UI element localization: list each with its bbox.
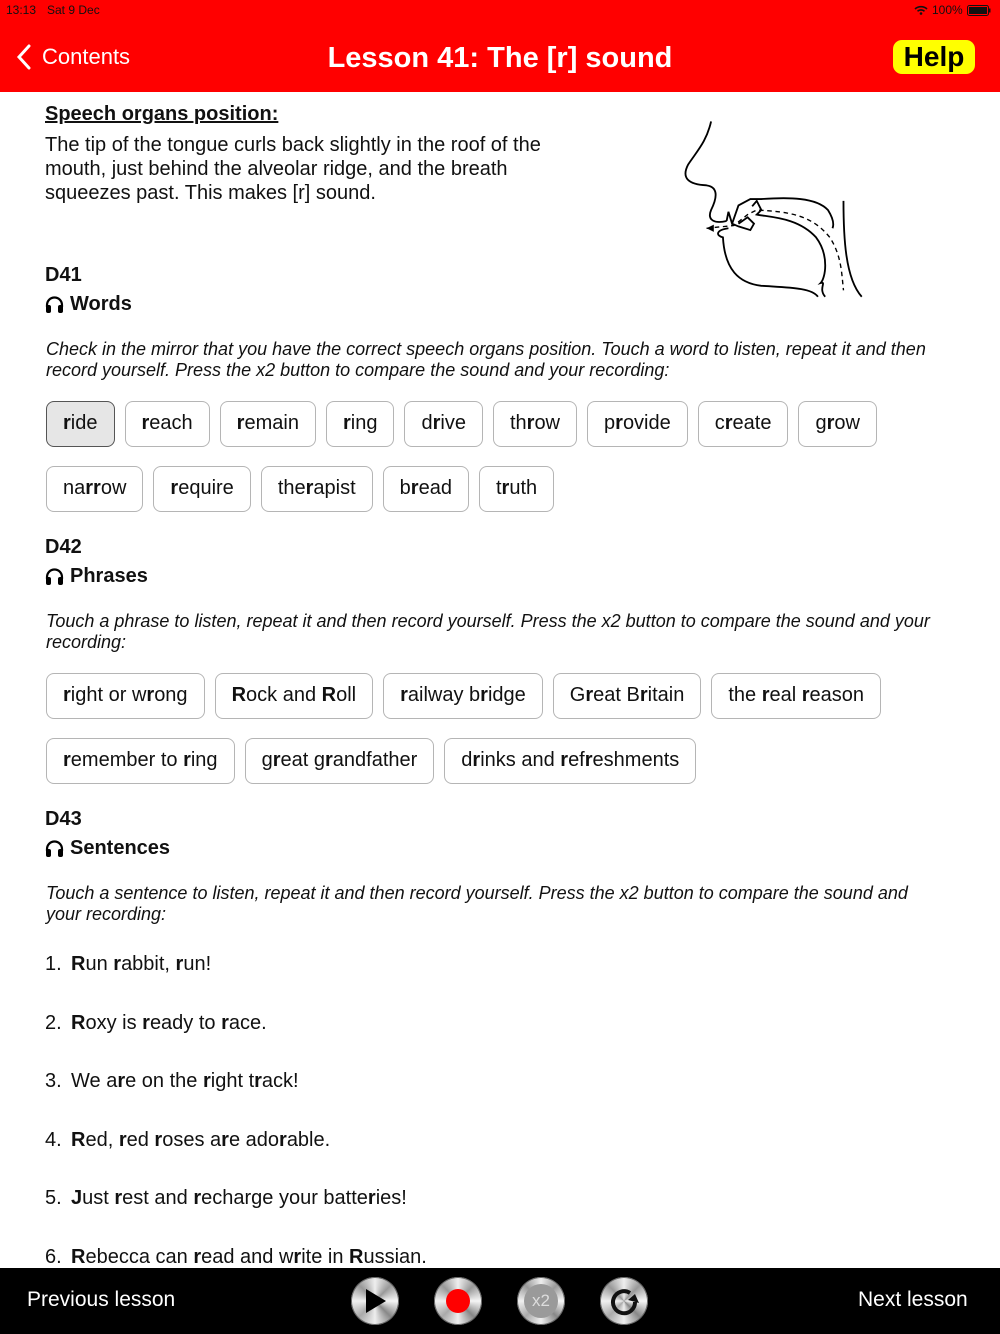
highlighted-letter: r: [221, 1011, 229, 1034]
text-segment: ock and: [246, 684, 322, 706]
help-button[interactable]: Help: [893, 40, 975, 74]
sentences-instruction: Touch a sentence to listen, repeat it and then record yourself. Press the x2 button to compare the sound and your recording:: [46, 883, 908, 924]
play-button[interactable]: [351, 1277, 399, 1325]
x2-label: x2: [524, 1284, 558, 1318]
text-segment: t: [495, 477, 502, 499]
sentence-item[interactable]: [45, 1129, 330, 1152]
highlighted-letter: r: [183, 749, 191, 771]
highlighted-letter: r: [367, 1187, 376, 1210]
highlighted-letter: r: [114, 1187, 123, 1210]
previous-lesson-button[interactable]: Previous lesson: [27, 1288, 176, 1311]
highlighted-letter: r: [202, 1070, 211, 1093]
word-chip[interactable]: [698, 401, 789, 447]
sentence-number: 5.: [45, 1187, 62, 1210]
text-segment: ef: [568, 749, 585, 771]
highlighted-letter: r: [272, 749, 281, 771]
text-segment: the: [277, 477, 306, 499]
highlighted-letter: r: [472, 749, 481, 771]
text-segment: g: [815, 412, 827, 434]
speech-organs-diagram: [670, 110, 880, 310]
sentence-item[interactable]: [45, 1187, 407, 1210]
text-segment: ow: [834, 412, 860, 434]
word-chips: [46, 401, 946, 512]
text-segment: eal: [769, 684, 802, 706]
phrases-code: D42: [45, 536, 82, 558]
sentence-number: 6.: [45, 1246, 62, 1268]
word-chip[interactable]: [46, 466, 143, 512]
text-segment: g: [261, 749, 273, 771]
phrase-chip[interactable]: [46, 673, 205, 719]
word-chip[interactable]: [46, 401, 115, 447]
word-chip[interactable]: [404, 401, 483, 447]
text-segment: na: [63, 477, 86, 499]
highlighted-letter: r: [501, 477, 510, 499]
sentences-section-title: [45, 837, 170, 860]
text-segment: apist: [313, 477, 356, 499]
text-segment: ovide: [622, 412, 671, 434]
text-segment: ace.: [228, 1011, 267, 1034]
word-chip[interactable]: [153, 466, 250, 512]
highlighted-letter: r: [63, 749, 71, 771]
text-segment: p: [604, 412, 616, 434]
highlighted-letter: rr: [85, 477, 101, 499]
text-segment: ide: [70, 412, 98, 434]
headphones-icon: [45, 296, 64, 314]
compare-x2-button[interactable]: [517, 1277, 565, 1325]
highlighted-letter: r: [560, 749, 569, 771]
highlighted-letter: r: [63, 412, 71, 434]
text-segment: ong: [154, 684, 188, 706]
words-section-title: [45, 293, 132, 316]
status-right: [914, 3, 991, 17]
text-segment: ow: [100, 477, 127, 499]
words-instruction: Check in the mirror that you have the correct speech organs position. Touch a word to listen, repeat it and then record yourself. Press the x2 button to compare the sound and your recording:: [46, 339, 926, 380]
highlighted-letter: R: [71, 953, 86, 975]
intro-text: The tip of the tongue curls back slightly in the roof of the mouth, just behind the alveolar ridge, and the breath squeezes past. This makes [r] sound.: [45, 134, 541, 204]
highlighted-letter: J: [71, 1187, 83, 1210]
sentence-number: 3.: [45, 1070, 62, 1093]
highlighted-letter: r: [305, 477, 314, 499]
phrase-chip[interactable]: [553, 673, 702, 719]
battery-percent: 100%: [932, 3, 963, 17]
text-segment: ies!: [375, 1187, 407, 1210]
highlighted-letter: r: [254, 1070, 262, 1093]
text-segment: ing: [190, 749, 218, 771]
sentence-item[interactable]: [45, 1012, 267, 1035]
highlighted-letter: r: [400, 684, 408, 706]
highlighted-letter: r: [193, 1246, 202, 1268]
highlighted-letter: r: [279, 1128, 287, 1151]
next-lesson-button[interactable]: Next lesson: [858, 1288, 968, 1311]
words-code: D41: [45, 264, 82, 286]
highlighted-letter: r: [480, 684, 488, 706]
text-segment: emember to: [70, 749, 184, 771]
replay-button[interactable]: [600, 1277, 648, 1325]
text-segment: ight or w: [70, 684, 147, 706]
text-segment: uth: [509, 477, 538, 499]
highlighted-letter: r: [154, 1128, 163, 1151]
text-segment: idge: [487, 684, 526, 706]
text-segment: eady to: [149, 1011, 222, 1034]
highlighted-letter: r: [113, 953, 122, 975]
highlighted-letter: r: [63, 684, 71, 706]
highlighted-letter: r: [175, 953, 184, 975]
word-chip[interactable]: [798, 401, 877, 447]
text-segment: ed: [126, 1128, 155, 1151]
highlighted-letter: r: [526, 412, 535, 434]
text-segment: un: [85, 953, 114, 975]
word-chip[interactable]: [125, 401, 210, 447]
text-segment: un!: [183, 953, 212, 975]
text-segment: ust: [82, 1187, 115, 1210]
highlighted-letter: r: [826, 412, 835, 434]
highlighted-letter: r: [615, 412, 623, 434]
text-segment: b: [399, 477, 411, 499]
text-segment: th: [509, 412, 527, 434]
text-segment: eason: [809, 684, 865, 706]
text-segment: equire: [178, 477, 234, 499]
highlighted-letter: R: [71, 1246, 86, 1268]
intro-heading: Speech organs position:: [45, 103, 279, 125]
phrases-title: Phrases: [70, 565, 148, 587]
word-chip[interactable]: [261, 466, 373, 512]
word-chip[interactable]: [479, 466, 554, 512]
highlighted-letter: r: [141, 412, 150, 434]
replay-icon: [608, 1285, 640, 1317]
text-segment: eshments: [592, 749, 680, 771]
text-segment: andfather: [332, 749, 418, 771]
record-button[interactable]: [434, 1277, 482, 1325]
sentence-item[interactable]: [45, 953, 211, 976]
highlighted-letter: R: [71, 1011, 86, 1034]
text-segment: eat g: [280, 749, 325, 771]
highlighted-letter: r: [801, 684, 810, 706]
text-segment: the: [728, 684, 762, 706]
phrase-chip[interactable]: [245, 738, 435, 784]
text-segment: ive: [440, 412, 466, 434]
highlighted-letter: r: [221, 1128, 229, 1151]
sentences-title: Sentences: [70, 837, 171, 859]
text-segment: eate: [732, 412, 772, 434]
wifi-icon: [914, 5, 928, 15]
sentence-item[interactable]: [45, 1070, 299, 1093]
word-chip[interactable]: [220, 401, 316, 447]
battery-icon: [967, 5, 991, 16]
highlighted-letter: r: [236, 412, 245, 434]
phrase-chip[interactable]: [444, 738, 696, 784]
highlighted-letter: r: [146, 684, 155, 706]
highlighted-letter: R: [231, 684, 247, 706]
highlighted-letter: r: [324, 749, 333, 771]
words-title: Words: [70, 293, 132, 315]
text-segment: ailway b: [407, 684, 481, 706]
phrase-chip[interactable]: [215, 673, 374, 719]
text-segment: e ado: [228, 1128, 280, 1151]
text-segment: d: [461, 749, 473, 771]
headphones-icon: [45, 568, 64, 586]
text-segment: oses a: [162, 1128, 222, 1151]
phrase-chip[interactable]: [46, 738, 235, 784]
word-chip[interactable]: [326, 401, 395, 447]
record-icon: [445, 1288, 471, 1314]
highlighted-letter: r: [117, 1070, 126, 1093]
text-segment: inks and: [480, 749, 561, 771]
text-segment: ow: [534, 412, 561, 434]
text-segment: eat B: [593, 684, 640, 706]
highlighted-letter: R: [71, 1128, 86, 1151]
highlighted-letter: r: [118, 1128, 127, 1151]
text-segment: ack!: [261, 1070, 299, 1093]
word-chip[interactable]: [493, 401, 577, 447]
highlighted-letter: r: [584, 749, 593, 771]
phrases-section-title: [45, 565, 148, 588]
text-segment: ite in: [301, 1246, 350, 1268]
text-segment: abbit,: [121, 953, 176, 975]
text-segment: ed,: [85, 1128, 119, 1151]
bottom-toolbar: [0, 1268, 1000, 1334]
highlighted-letter: r: [639, 684, 648, 706]
text-segment: est and: [122, 1187, 194, 1210]
highlighted-letter: r: [724, 412, 733, 434]
play-icon: [363, 1288, 387, 1314]
word-chip[interactable]: [587, 401, 688, 447]
text-segment: echarge your batte: [201, 1187, 368, 1210]
sentence-number: 1.: [45, 953, 62, 975]
back-label: Contents: [42, 44, 131, 69]
text-segment: oxy is: [85, 1011, 143, 1034]
text-segment: ussian.: [363, 1246, 427, 1268]
highlighted-letter: r: [170, 477, 179, 499]
highlighted-letter: r: [142, 1011, 150, 1034]
text-segment: d: [421, 412, 433, 434]
highlighted-letter: r: [342, 412, 351, 434]
sentence-item[interactable]: [45, 1246, 427, 1269]
text-segment: We a: [71, 1070, 118, 1093]
text-segment: oll: [336, 684, 357, 706]
text-segment: ight t: [210, 1070, 255, 1093]
sentence-number: 4.: [45, 1128, 62, 1151]
highlighted-letter: r: [410, 477, 419, 499]
highlighted-letter: r: [293, 1246, 302, 1268]
phrase-chips: [46, 673, 946, 784]
sentence-number: 2.: [45, 1011, 62, 1034]
highlighted-letter: r: [432, 412, 441, 434]
page-title: Lesson 41: The [r] sound: [327, 42, 673, 74]
text-segment: ead: [418, 477, 452, 499]
headphones-icon: [45, 840, 64, 858]
phrases-instruction: Touch a phrase to listen, repeat it and then record yourself. Press the x2 button to compare the sound and your recording:: [46, 611, 930, 652]
sentences-code: D43: [45, 808, 82, 830]
text-segment: G: [569, 684, 586, 706]
highlighted-letter: r: [761, 684, 770, 706]
highlighted-letter: r: [585, 684, 594, 706]
status-date: Sat 9 Dec: [47, 3, 100, 17]
word-chip[interactable]: [383, 466, 469, 512]
highlighted-letter: r: [193, 1187, 202, 1210]
text-segment: each: [149, 412, 193, 434]
text-segment: e on the: [125, 1070, 203, 1093]
text-segment: itain: [647, 684, 685, 706]
text-segment: able.: [286, 1128, 331, 1151]
text-segment: emain: [244, 412, 299, 434]
status-time: 13:13: [6, 3, 37, 17]
phrase-chip[interactable]: [383, 673, 543, 719]
text-segment: ebecca can: [85, 1246, 194, 1268]
text-segment: ing: [350, 412, 378, 434]
phrase-chip[interactable]: [711, 673, 881, 719]
text-segment: c: [714, 412, 725, 434]
highlighted-letter: R: [321, 684, 337, 706]
highlighted-letter: R: [349, 1246, 364, 1268]
text-segment: ead and w: [201, 1246, 294, 1268]
